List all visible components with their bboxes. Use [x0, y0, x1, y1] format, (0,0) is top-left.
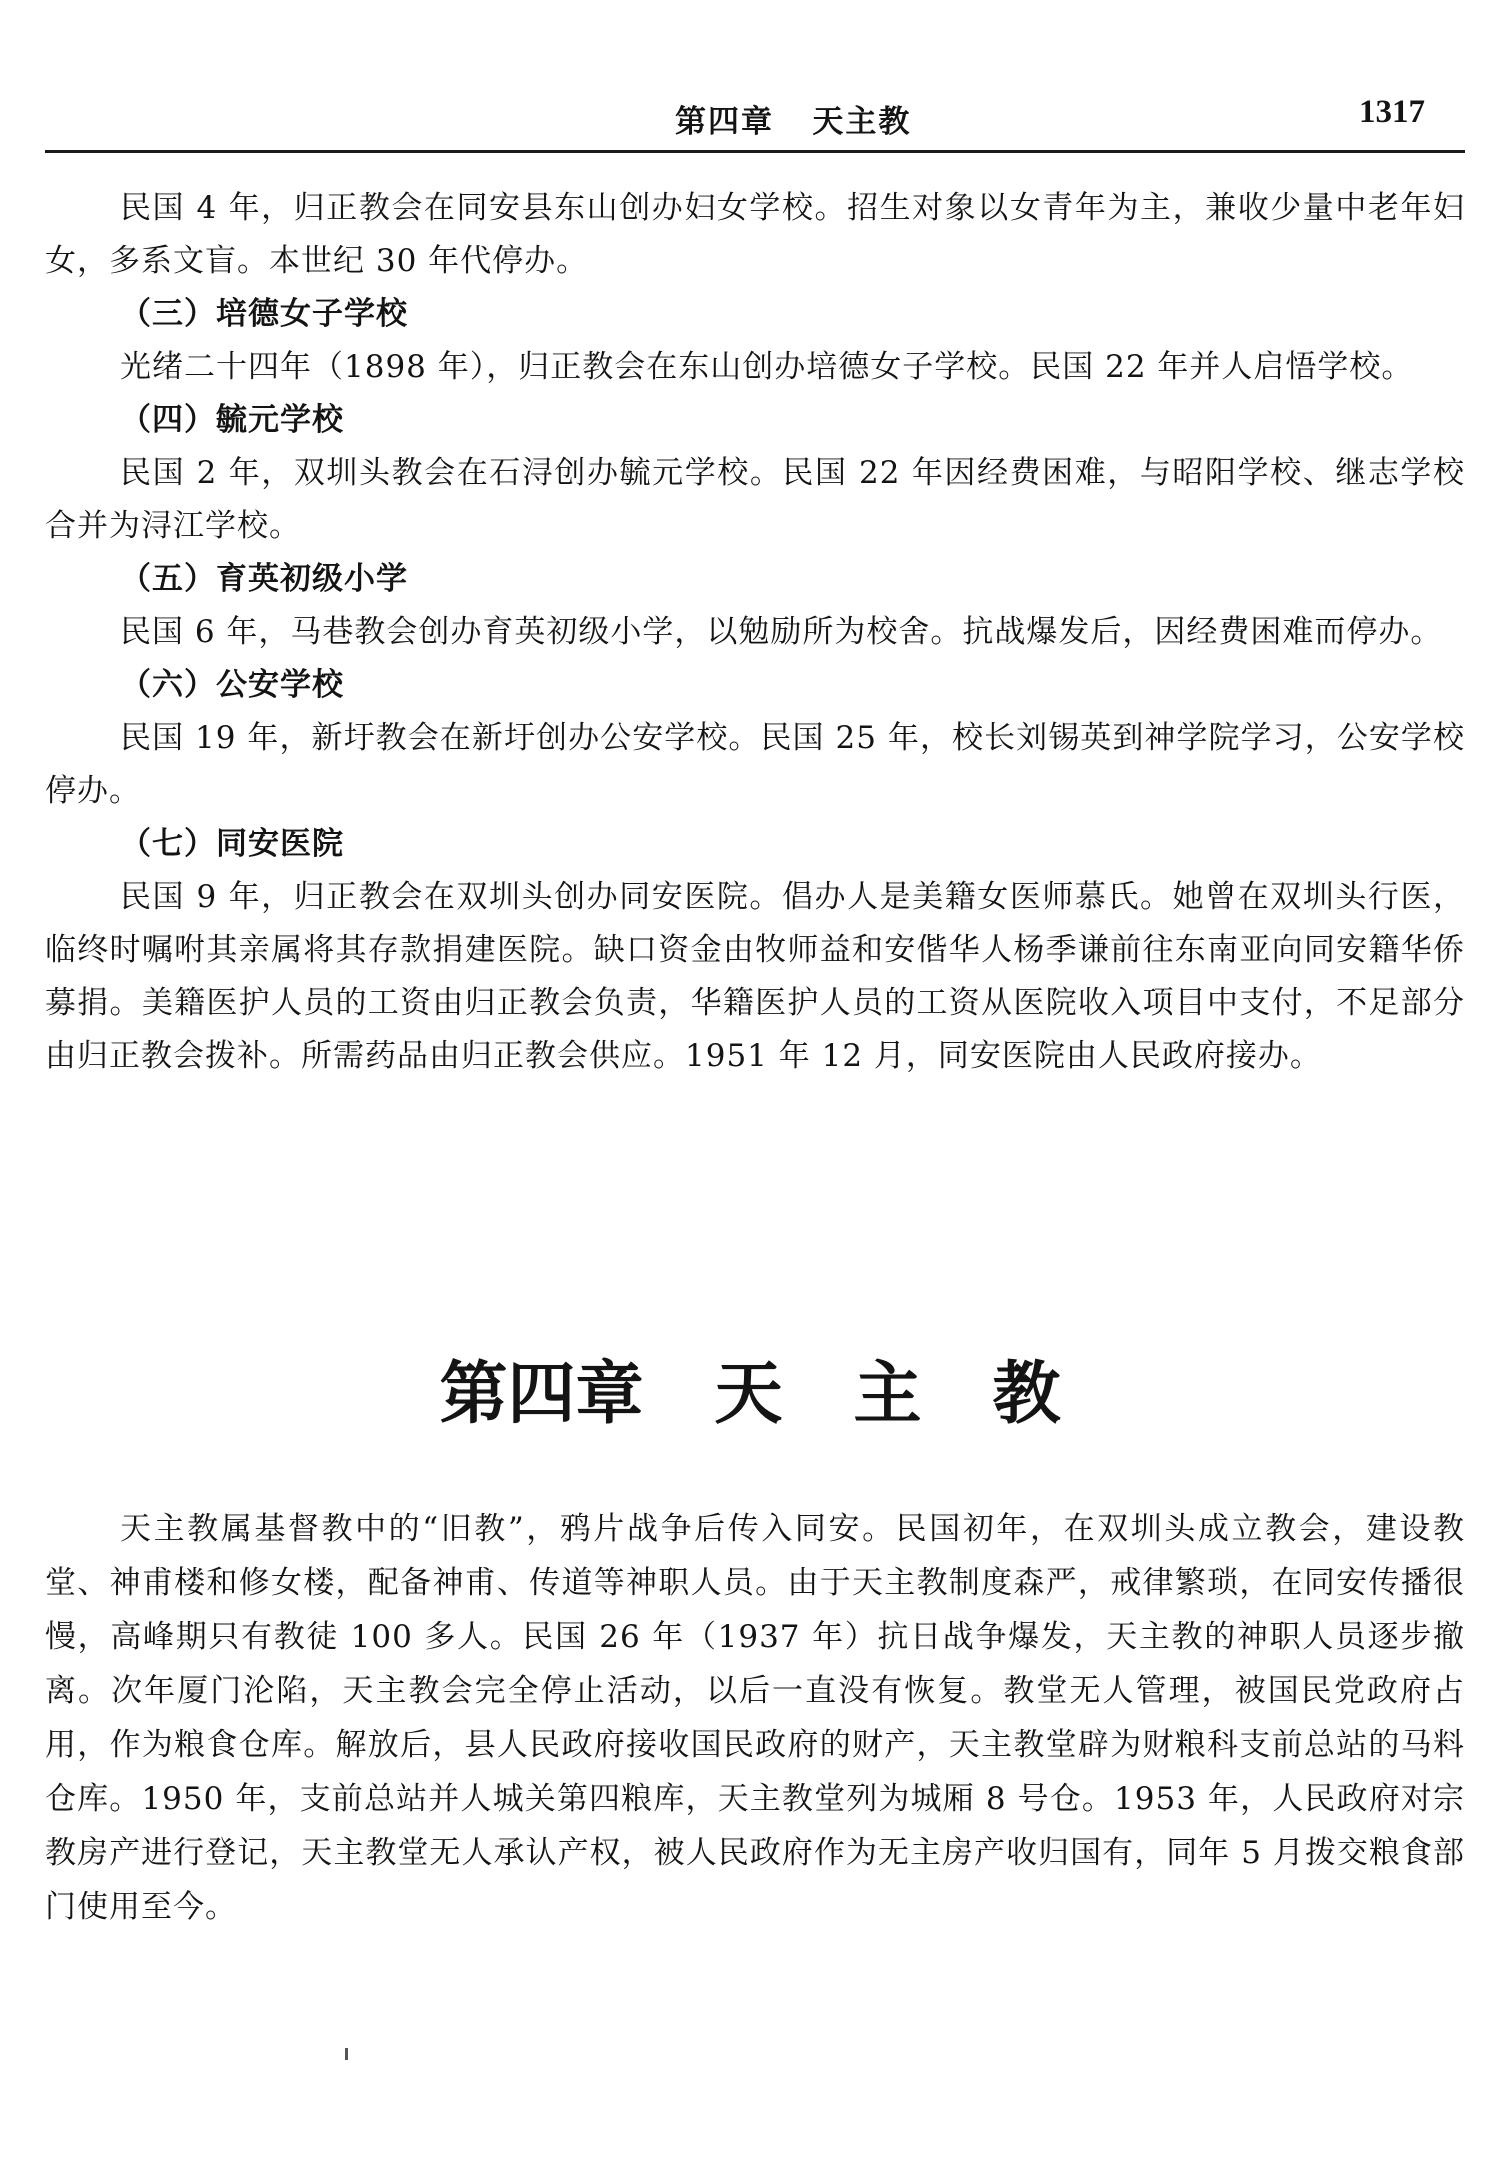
scan-speck [345, 2048, 348, 2060]
intro-paragraph: 民国 4 年，归正教会在同安县东山创办妇女学校。招生对象以女青年为主，兼收少量中老年妇女，多系文盲。本世纪 30 年代停办。 [45, 190, 1465, 279]
chapter-title: 第四章 天 主 教 [439, 1355, 1061, 1434]
subsection-paragraph-3: 光绪二十四年（1898 年），归正教会在东山创办培德女子学校。民国 22 年并人启悟学校。 [120, 349, 1414, 385]
page-header [45, 90, 1465, 153]
subsection-heading-6: （六）公安学校 [120, 667, 344, 703]
section-text [45, 182, 1465, 1083]
running-title: 第四章 天主教 [675, 104, 912, 140]
subsection-paragraph-4: 民国 2 年，双圳头教会在石浔创办毓元学校。民国 22 年因经费困难，与昭阳学校、继志学校合并为浔江学校。 [45, 455, 1465, 544]
subsection-paragraph-7: 民国 9 年，归正教会在双圳头创办同安医院。倡办人是美籍女医师慕氏。她曾在双圳头行医，临终时嘱咐其亲属将其存款捐建医院。缺口资金由牧师益和安偕华人杨季谦前往东南亚向同安籍华侨募捐。美籍医护人员的工资由归正教会负责，华籍医护人员的工资从医院收入项目中支付，不足部分由归正教会拨补。所需药品由归正教会供应。1951 年 12 月，同安医院由人民政府接办。 [45, 879, 1465, 1074]
subsection-heading-7: （七）同安医院 [120, 826, 344, 862]
subsection-heading-4: （四）毓元学校 [120, 402, 344, 438]
subsection-heading-3: （三）培德女子学校 [120, 296, 408, 332]
subsection-paragraph-5: 民国 6 年，马巷教会创办育英初级小学，以勉励所为校舍。抗战爆发后，因经费困难而停办。 [120, 614, 1443, 650]
subsection-paragraph-6: 民国 19 年，新圩教会在新圩创办公安学校。民国 25 年，校长刘锡英到神学院学习，公安学校停办。 [45, 720, 1465, 809]
chapter-paragraph: 天主教属基督教中的“旧教”，鸦片战争后传入同安。民国初年，在双圳头成立教会，建设教堂、神甫楼和修女楼，配备神甫、传道等神职人员。由于天主教制度森严，戒律繁琐，在同安传播很慢，高峰期只有教徒 100 多人。民国 26 年（1937 年）抗日战争爆发，天主教的神职人员逐步撤离。次年厦门沦陷，天主教会完全停止活动，以后一直没有恢复。教堂无人管理，被国民党政府占用，作为粮食仓库。解放后，县人民政府接收国民政府的财产，天主教堂辟为财粮科支前总站的马料仓库。1950 年，支前总站并人城关第四粮库，天主教堂列为城厢 8 号仓。1953 年，人民政府对宗教房产进行登记，天主教堂无人承认产权，被人民政府作为无主房产收归国有，同年 5 月拨交粮食部门使用至今。 [45, 1511, 1465, 1925]
chapter-text [45, 1502, 1465, 1934]
subsection-heading-5: （五）育英初级小学 [120, 561, 408, 597]
page-number: 1317 [1359, 94, 1425, 130]
